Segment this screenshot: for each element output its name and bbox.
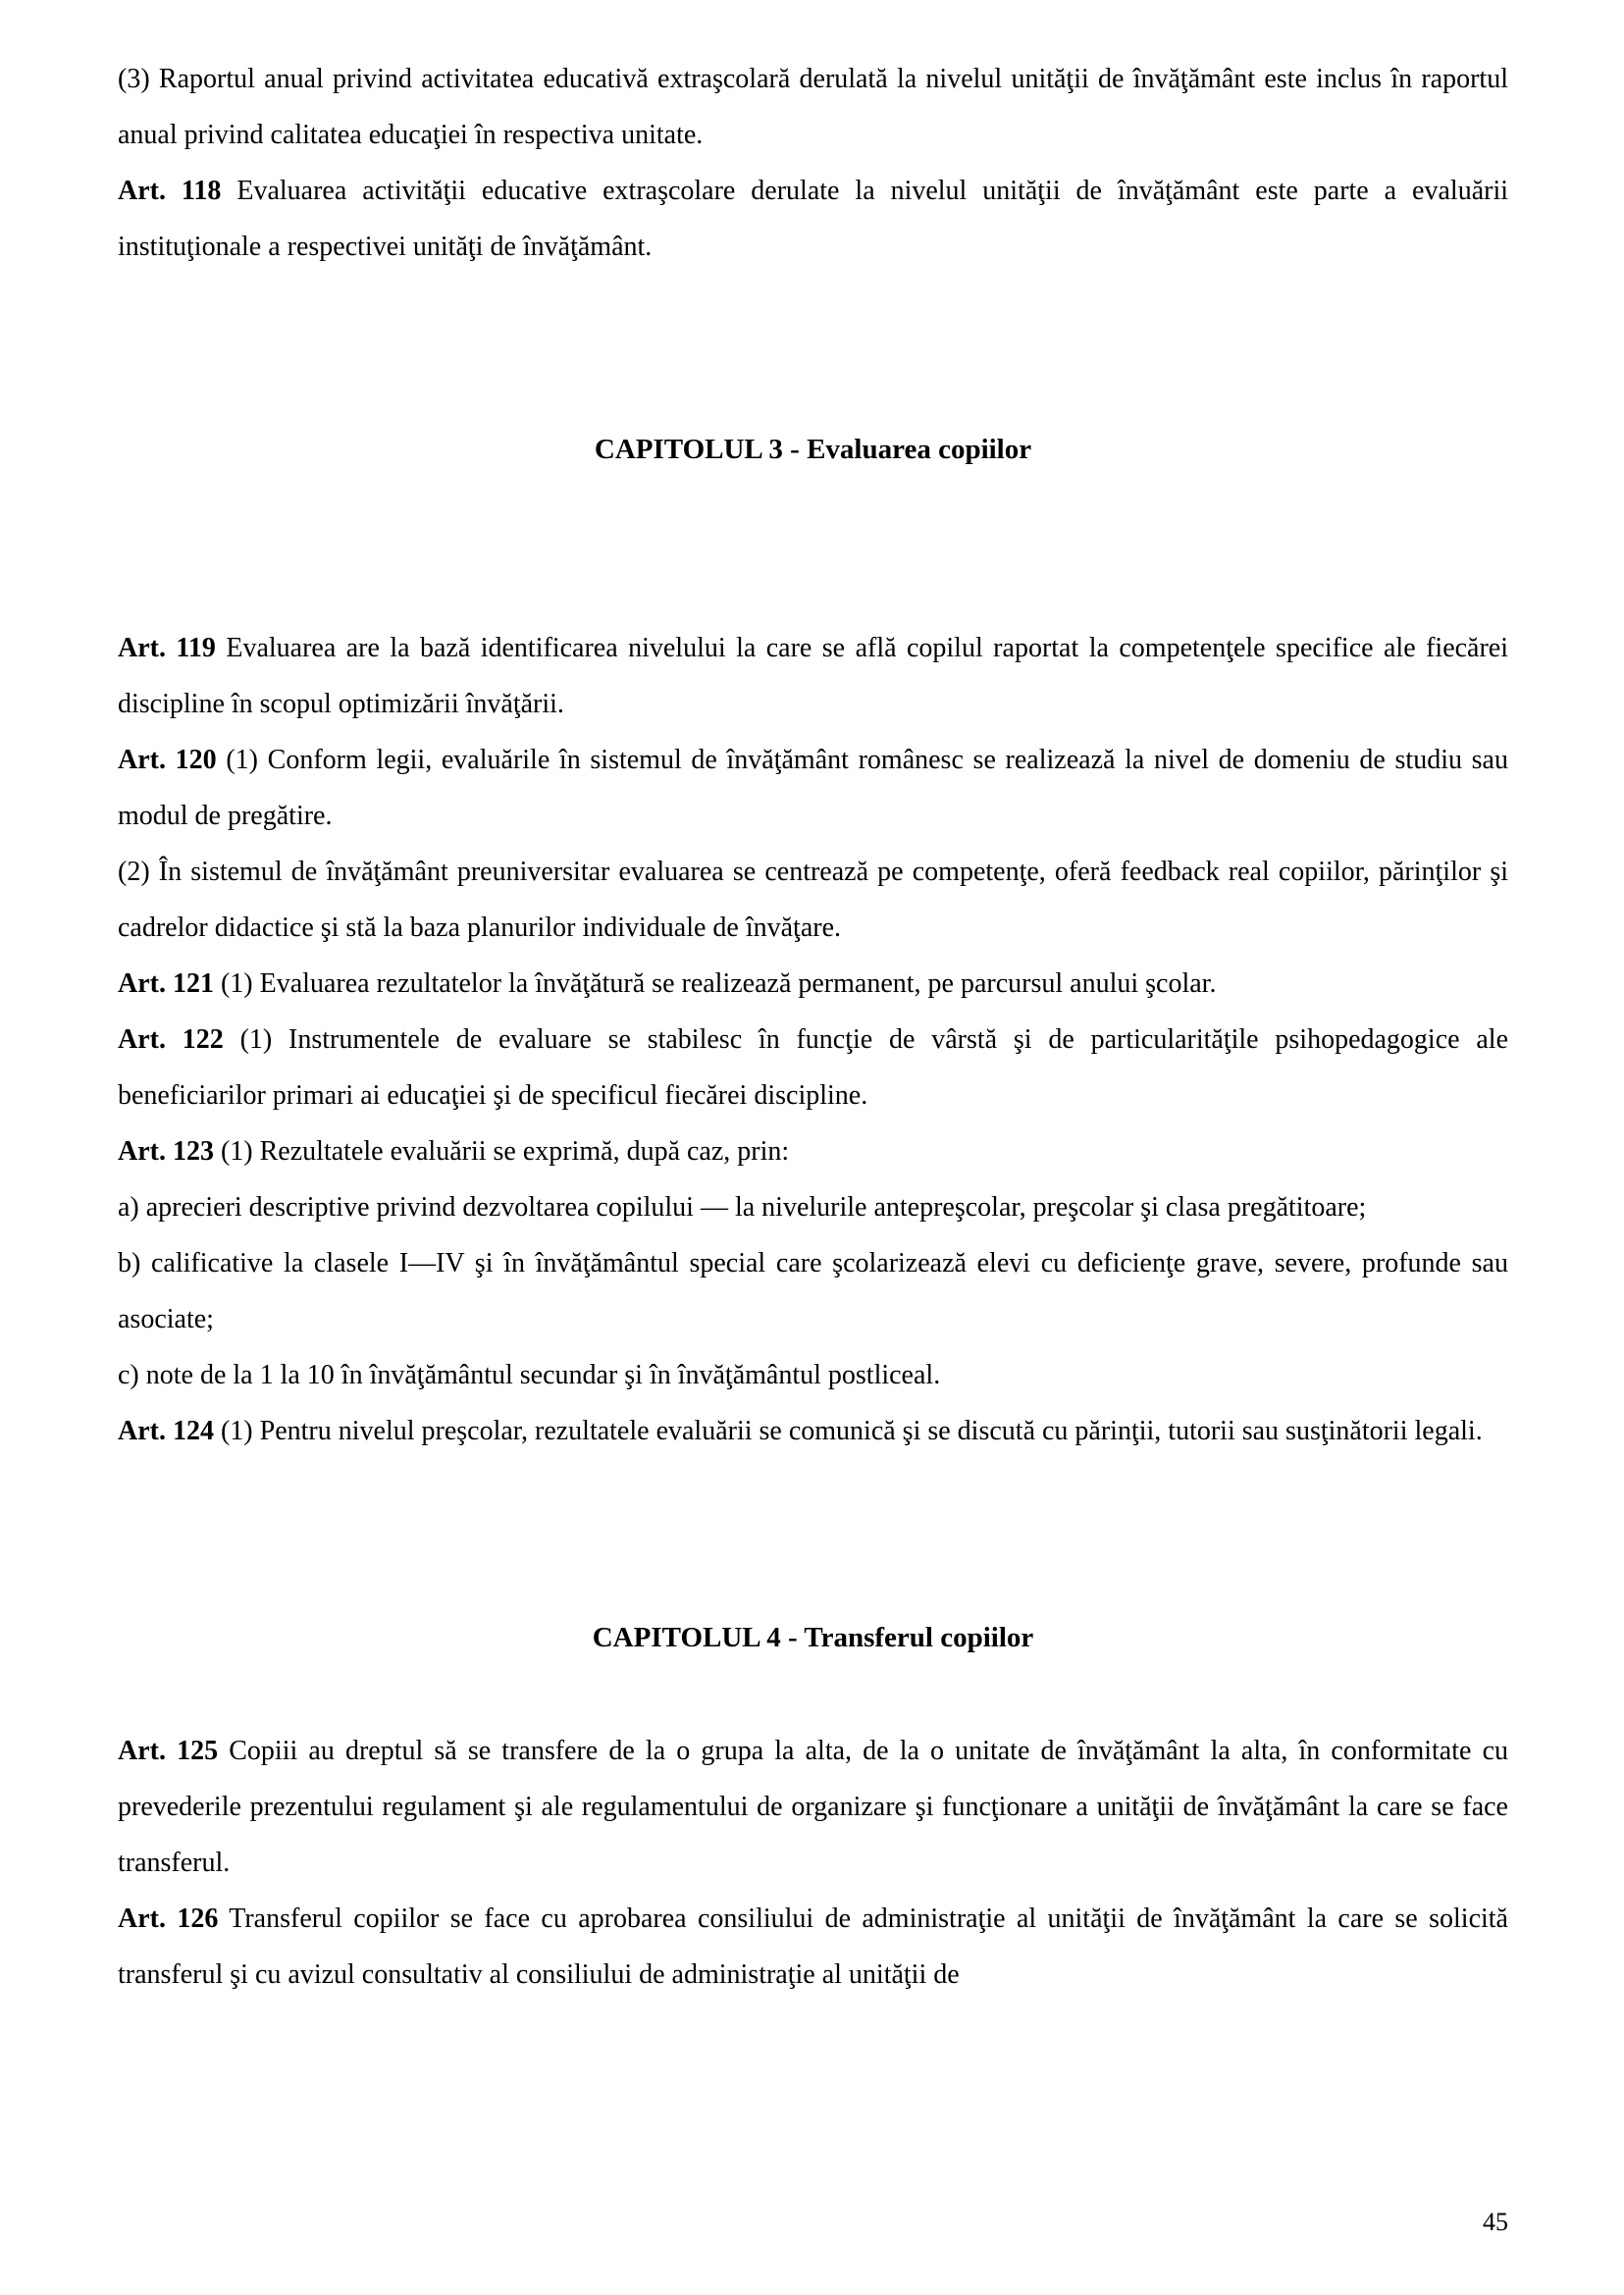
paragraph-art-125: [118, 1723, 1508, 1891]
article-number: Art. 124: [118, 1416, 214, 1446]
paragraph-art-119: [118, 620, 1508, 732]
paragraph-text: (2) În sistemul de învăţământ preuniversitar evaluarea se centrează pe competenţe, oferă feedback real copiilor, părinţilor şi cadrelor didactice şi stă la baza planurilor individuale de învăţare.: [118, 857, 1508, 943]
paragraph-text: Copiii au dreptul să se transfere de la o grupa la alta, de la o unitate de învăţământ la alta, în conformitate cu prevederile prezentului regulament şi ale regulamentului de organizare şi funcţionare a unităţii de învăţământ la care se face transferul.: [118, 1736, 1508, 1878]
article-number: Art. 120: [118, 745, 217, 775]
paragraph-art-120-alin-2: [118, 844, 1508, 956]
paragraph-art-124: [118, 1403, 1508, 1459]
paragraph-text: (1) Evaluarea rezultatelor la învăţătură se realizează permanent, pe parcursul anului şcolar.: [213, 968, 1217, 999]
paragraph-art-126: [118, 1891, 1508, 2003]
paragraph-art-123: [118, 1123, 1508, 1179]
article-number: Art. 118: [118, 176, 222, 206]
article-number: Art. 126: [118, 1904, 219, 1934]
article-number: Art. 122: [118, 1024, 224, 1055]
paragraph-text: b) calificative la clasele I—IV şi în învăţământul special care şcolarizează elevi cu deficienţe grave, severe, profunde sau asociate;: [118, 1248, 1508, 1334]
paragraph-art-123-litera-c: [118, 1347, 1508, 1403]
paragraph-art-123-litera-a: [118, 1179, 1508, 1235]
paragraph-text: Evaluarea activităţii educative extraşcolare derulate la nivelul unităţii de învăţământ este parte a evaluării instituţionale a respectivei unităţi de învăţământ.: [118, 176, 1508, 262]
article-number: Art. 123: [118, 1136, 214, 1167]
paragraph-art-121: [118, 956, 1508, 1012]
paragraph-text: c) note de la 1 la 10 în învăţământul secundar şi în învăţământul postliceal.: [118, 1360, 941, 1390]
paragraph-text: (3) Raportul anual privind activitatea educativă extraşcolară derulată la nivelul unităţii de învăţământ este inclus în raportul anual privind calitatea educaţiei în respectiva unitate.: [118, 64, 1508, 150]
article-number: Art. 119: [118, 633, 216, 663]
article-number: Art. 121: [118, 968, 214, 999]
paragraph-3-raport-anual: [118, 51, 1508, 163]
document-body: [118, 51, 1508, 2003]
page-number: 45: [1483, 2208, 1508, 2236]
paragraph-text: (1) Instrumentele de evaluare se stabilesc în funcţie de vârstă şi de particularităţile psihopedagogice ale beneficiarilor primari ai educaţiei şi de specificul fiecărei discipline.: [118, 1024, 1508, 1111]
paragraph-text: Evaluarea are la bază identificarea nivelului la care se află copilul raportat la competenţele specifice ale fiecărei discipline în scopul optimizării învăţării.: [118, 633, 1509, 719]
paragraph-art-123-litera-b: [118, 1235, 1508, 1347]
paragraph-text: (1) Pentru nivelul preşcolar, rezultatele evaluării se comunică şi se discută cu părinţii, tutorii sau susţinătorii legali.: [213, 1416, 1483, 1446]
paragraph-text: (1) Conform legii, evaluările în sistemul de învăţământ românesc se realizează la nivel de domeniu de studiu sau modul de pregătire.: [118, 745, 1508, 831]
chapter-heading-capitolul-3: CAPITOLUL 3 - Evaluarea copiilor: [594, 434, 1032, 465]
paragraph-text: Transferul copiilor se face cu aprobarea consiliului de administraţie al unităţii de învăţământ la care se solicită transferul şi cu avizul consultativ al consiliului de administraţie al unităţii de: [118, 1904, 1508, 1990]
paragraph-text: a) aprecieri descriptive privind dezvoltarea copilului — la nivelurile antepreşcolar, preşcolar şi clasa pregătitoare;: [118, 1192, 1367, 1223]
paragraph-text: (1) Rezultatele evaluării se exprimă, după caz, prin:: [213, 1136, 790, 1167]
paragraph-art-118: [118, 163, 1508, 275]
paragraph-art-120: [118, 732, 1508, 844]
article-number: Art. 125: [118, 1736, 219, 1766]
chapter-heading-capitolul-4: CAPITOLUL 4 - Transferul copiilor: [592, 1622, 1034, 1653]
paragraph-art-122: [118, 1012, 1508, 1123]
